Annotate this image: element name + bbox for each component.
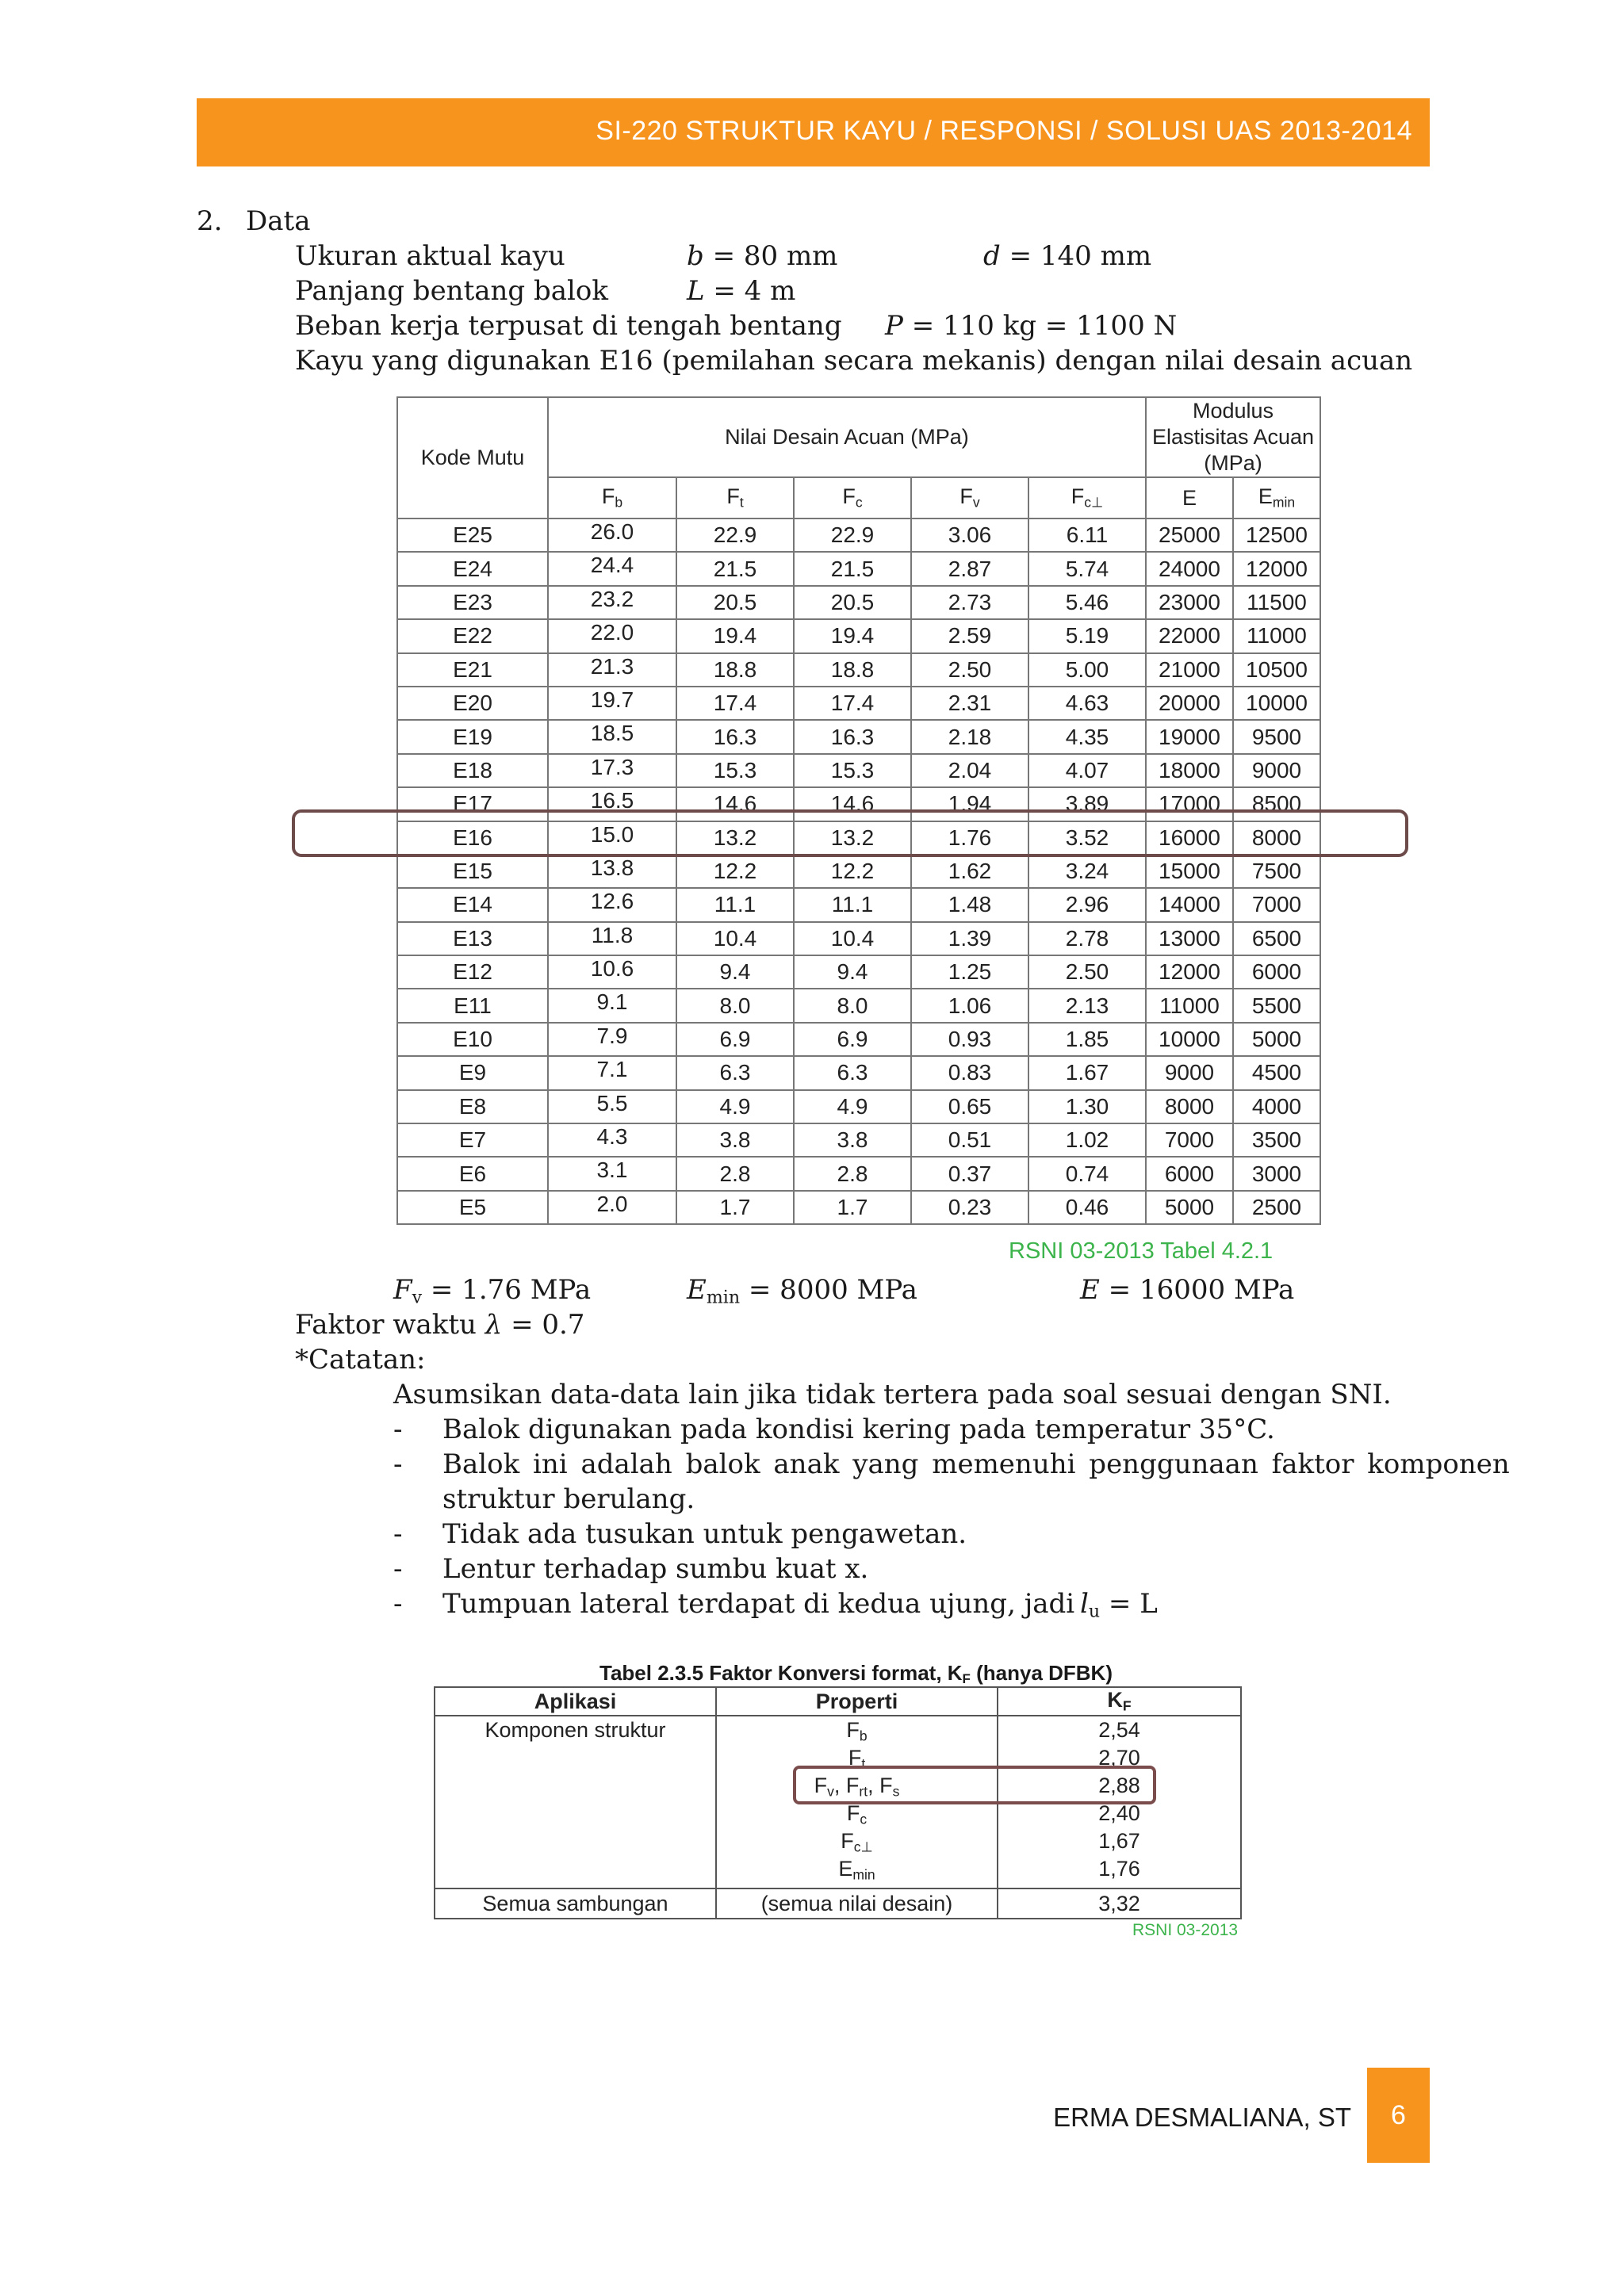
grade-code-cell: E12 bbox=[397, 955, 548, 989]
value-cell: 2.73 bbox=[911, 586, 1028, 619]
value-cell: 3.8 bbox=[794, 1123, 911, 1157]
grade-code-cell: E5 bbox=[397, 1191, 548, 1224]
value-cell: 18000 bbox=[1146, 754, 1233, 787]
conv-property: $F_c$ bbox=[846, 1801, 868, 1827]
table-row bbox=[397, 720, 1320, 753]
page-header bbox=[197, 98, 1430, 166]
conv-group2-prop: (semua nilai desain) bbox=[716, 1888, 998, 1919]
section-number: 2. bbox=[197, 205, 223, 237]
grade-code-cell: E9 bbox=[397, 1056, 548, 1089]
value-cell: 5500 bbox=[1233, 989, 1320, 1022]
value-cell: 0.51 bbox=[911, 1123, 1028, 1157]
value-cell: 7.9 bbox=[548, 1023, 676, 1056]
value-cell: 0.74 bbox=[1028, 1157, 1146, 1190]
P-equation: P = 110 kg = 1100 N bbox=[885, 310, 1178, 342]
value-cell: 0.93 bbox=[911, 1023, 1028, 1056]
value-cell: 10500 bbox=[1233, 653, 1320, 687]
value-cell: 3.06 bbox=[911, 519, 1028, 552]
conv-property: $F_{c\perp}$ bbox=[841, 1829, 873, 1855]
value-cell: 21000 bbox=[1146, 653, 1233, 687]
value-cell: 12.2 bbox=[676, 855, 794, 888]
conv-group2-kf: 3,32 bbox=[998, 1888, 1241, 1919]
value-cell: 9.4 bbox=[676, 955, 794, 989]
value-cell: 24.4 bbox=[548, 552, 676, 585]
value-cell: 0.23 bbox=[911, 1191, 1028, 1224]
value-cell: 15.3 bbox=[676, 754, 794, 787]
conv-kf-value: 2,54 bbox=[1098, 1718, 1140, 1742]
value-cell: 16.5 bbox=[548, 787, 676, 821]
value-cell: 19000 bbox=[1146, 720, 1233, 753]
table-row bbox=[397, 653, 1320, 687]
value-cell: 17.4 bbox=[676, 687, 794, 720]
value-cell: 11500 bbox=[1233, 586, 1320, 619]
value-cell: 2.13 bbox=[1028, 989, 1146, 1022]
value-cell: 3.24 bbox=[1028, 855, 1146, 888]
grade-code-cell: E21 bbox=[397, 653, 548, 687]
value-cell: 24000 bbox=[1146, 552, 1233, 585]
value-cell: 5.00 bbox=[1028, 653, 1146, 687]
table-row bbox=[397, 1056, 1320, 1089]
note-dash: - bbox=[393, 1448, 403, 1480]
table-row bbox=[397, 955, 1320, 989]
conv-kf-value: 2,70 bbox=[1098, 1746, 1140, 1770]
table-row bbox=[397, 519, 1320, 552]
value-cell: 8500 bbox=[1233, 787, 1320, 821]
value-cell: 4.07 bbox=[1028, 754, 1146, 787]
value-cell: 9.4 bbox=[794, 955, 911, 989]
column-header: $F_v$ bbox=[911, 477, 1028, 519]
value-cell: 11000 bbox=[1233, 619, 1320, 652]
table-row bbox=[397, 552, 1320, 585]
value-cell: 1.06 bbox=[911, 989, 1028, 1022]
table-row bbox=[397, 619, 1320, 652]
value-cell: 0.46 bbox=[1028, 1191, 1146, 1224]
value-cell: 0.37 bbox=[911, 1157, 1028, 1190]
value-cell: 7000 bbox=[1146, 1123, 1233, 1157]
notes-intro: Asumsikan data-data lain jika tidak tertera pada soal sesuai dengan SNI. bbox=[393, 1379, 1392, 1410]
value-cell: 2.8 bbox=[676, 1157, 794, 1190]
value-cell: 5.74 bbox=[1028, 552, 1146, 585]
value-cell: 15.3 bbox=[794, 754, 911, 787]
value-cell: 21.5 bbox=[794, 552, 911, 585]
column-header: $F_t$ bbox=[676, 477, 794, 519]
conv-property: $F_t$ bbox=[848, 1746, 866, 1772]
note-item-cont: struktur berulang. bbox=[442, 1483, 695, 1515]
grade-code-cell: E22 bbox=[397, 619, 548, 652]
lu-equation: $l_u = L$ bbox=[1080, 1588, 1158, 1622]
conv-kf-value: 2,88 bbox=[1098, 1774, 1140, 1797]
note-item: Lentur terhadap sumbu kuat x. bbox=[442, 1553, 869, 1585]
value-cell: 10000 bbox=[1146, 1023, 1233, 1056]
value-cell: 2.8 bbox=[794, 1157, 911, 1190]
value-cell: 1.62 bbox=[911, 855, 1028, 888]
table-row bbox=[397, 1090, 1320, 1123]
grade-code-cell: E13 bbox=[397, 922, 548, 955]
value-cell: 22.0 bbox=[548, 619, 676, 652]
value-cell: 10.4 bbox=[794, 922, 911, 955]
value-cell: 5.5 bbox=[548, 1090, 676, 1123]
note-dash: - bbox=[393, 1588, 403, 1620]
conv-header-aplikasi: Aplikasi bbox=[435, 1687, 716, 1716]
value-cell: 21.3 bbox=[548, 653, 676, 687]
value-cell: 6.11 bbox=[1028, 519, 1146, 552]
value-cell: 16000 bbox=[1146, 821, 1233, 855]
conv-group2: Semua sambungan bbox=[435, 1888, 716, 1919]
grade-code-cell: E23 bbox=[397, 586, 548, 619]
column-header: $F_{c\perp}$ bbox=[1028, 477, 1146, 519]
grade-code-cell: E14 bbox=[397, 888, 548, 921]
value-cell: 14.6 bbox=[676, 787, 794, 821]
column-header: $F_b$ bbox=[548, 477, 676, 519]
grade-code-cell: E11 bbox=[397, 989, 548, 1022]
value-cell: 8.0 bbox=[794, 989, 911, 1022]
value-cell: 11.8 bbox=[548, 922, 676, 955]
value-cell: 6.3 bbox=[676, 1056, 794, 1089]
grade-code-cell: E24 bbox=[397, 552, 548, 585]
grade-code-cell: E18 bbox=[397, 754, 548, 787]
value-cell: 4.63 bbox=[1028, 687, 1146, 720]
note-dash: - bbox=[393, 1518, 403, 1550]
value-cell: 0.65 bbox=[911, 1090, 1028, 1123]
highlight-fv-row bbox=[793, 1766, 1156, 1804]
value-cell: 13.8 bbox=[548, 855, 676, 888]
table-row bbox=[397, 989, 1320, 1022]
value-cell: 2.18 bbox=[911, 720, 1028, 753]
d-equation: d = 140 mm bbox=[983, 240, 1152, 272]
value-cell: 17.3 bbox=[548, 754, 676, 787]
value-cell: 9.1 bbox=[548, 989, 676, 1022]
value-cell: 4.9 bbox=[794, 1090, 911, 1123]
header-modulus: Modulus Elastisitas Acuan (MPa) bbox=[1146, 397, 1320, 477]
value-cell: 1.7 bbox=[794, 1191, 911, 1224]
value-cell: 23.2 bbox=[548, 586, 676, 619]
value-cell: 14000 bbox=[1146, 888, 1233, 921]
fv-equation: $F_v = 1.76$ MPa bbox=[393, 1274, 592, 1308]
value-cell: 19.4 bbox=[676, 619, 794, 652]
value-cell: 4500 bbox=[1233, 1056, 1320, 1089]
value-cell: 7500 bbox=[1233, 855, 1320, 888]
value-cell: 2.31 bbox=[911, 687, 1028, 720]
table-row bbox=[397, 1023, 1320, 1056]
value-cell: 20.5 bbox=[794, 586, 911, 619]
value-cell: 22000 bbox=[1146, 619, 1233, 652]
value-cell: 8.0 bbox=[676, 989, 794, 1022]
value-cell: 6500 bbox=[1233, 922, 1320, 955]
value-cell: 10.6 bbox=[548, 955, 676, 989]
value-cell: 9000 bbox=[1233, 754, 1320, 787]
value-cell: 2.50 bbox=[1028, 955, 1146, 989]
value-cell: 1.48 bbox=[911, 888, 1028, 921]
table-row bbox=[397, 855, 1320, 888]
value-cell: 19.7 bbox=[548, 687, 676, 720]
conv-group1: Komponen struktur bbox=[435, 1716, 716, 1888]
value-cell: 3.52 bbox=[1028, 821, 1146, 855]
conv-kf-value: 1,76 bbox=[1098, 1857, 1140, 1881]
grade-code-cell: E19 bbox=[397, 720, 548, 753]
value-cell: 12.6 bbox=[548, 888, 676, 921]
header-title: SI-220 STRUKTUR KAYU / RESPONSI / SOLUSI UAS 2013-2014 bbox=[596, 116, 1412, 146]
value-cell: 11.1 bbox=[794, 888, 911, 921]
value-cell: 6.9 bbox=[676, 1023, 794, 1056]
value-cell: 21.5 bbox=[676, 552, 794, 585]
conv-source: RSNI 03-2013 bbox=[1132, 1921, 1239, 1939]
value-cell: 3.89 bbox=[1028, 787, 1146, 821]
section-title: Data bbox=[246, 205, 311, 237]
value-cell: 2.04 bbox=[911, 754, 1028, 787]
header-kode-mutu: Kode Mutu bbox=[397, 397, 548, 519]
value-cell: 0.83 bbox=[911, 1056, 1028, 1089]
value-cell: 1.76 bbox=[911, 821, 1028, 855]
highlight-e16-row bbox=[292, 809, 1408, 857]
value-cell: 4.35 bbox=[1028, 720, 1146, 753]
column-header: $F_c$ bbox=[794, 477, 911, 519]
value-cell: 11000 bbox=[1146, 989, 1233, 1022]
value-cell: 1.39 bbox=[911, 922, 1028, 955]
table-row bbox=[397, 888, 1320, 921]
value-cell: 7.1 bbox=[548, 1056, 676, 1089]
value-cell: 5000 bbox=[1233, 1023, 1320, 1056]
value-cell: 16.3 bbox=[676, 720, 794, 753]
value-cell: 3000 bbox=[1233, 1157, 1320, 1190]
value-cell: 8000 bbox=[1233, 821, 1320, 855]
value-cell: 18.8 bbox=[676, 653, 794, 687]
grade-code-cell: E20 bbox=[397, 687, 548, 720]
value-cell: 4.3 bbox=[548, 1123, 676, 1157]
value-cell: 12000 bbox=[1146, 955, 1233, 989]
value-cell: 20.5 bbox=[676, 586, 794, 619]
note-item: Tumpuan lateral terdapat di kedua ujung, jadi bbox=[442, 1588, 1075, 1620]
conv-header-kf: $K_F$ bbox=[998, 1687, 1241, 1716]
catatan-label: *Catatan: bbox=[295, 1344, 426, 1376]
conv-property: $F_v$, $F_{rt}$, $F_s$ bbox=[814, 1774, 900, 1800]
value-cell: 5000 bbox=[1146, 1191, 1233, 1224]
grade-code-cell: E8 bbox=[397, 1090, 548, 1123]
grade-code-cell: E16 bbox=[397, 821, 548, 855]
value-cell: 4.9 bbox=[676, 1090, 794, 1123]
panjang-label: Panjang bentang balok bbox=[295, 275, 608, 307]
conversion-table-title: Tabel 2.3.5 Faktor Konversi format, $K_F$ (hanya DFBK) bbox=[599, 1661, 1113, 1687]
value-cell: 2.96 bbox=[1028, 888, 1146, 921]
kayu-text: Kayu yang digunakan E16 (pemilahan secara mekanis) dengan nilai desain acuan bbox=[295, 345, 1413, 377]
note-item: Balok ini adalah balok anak yang memenuhi penggunaan faktor komponen bbox=[442, 1448, 1510, 1480]
value-cell: 23000 bbox=[1146, 586, 1233, 619]
table-row bbox=[397, 922, 1320, 955]
column-header: E bbox=[1146, 477, 1233, 519]
header-nilai-desain: Nilai Desain Acuan (MPa) bbox=[548, 397, 1146, 477]
value-cell: 26.0 bbox=[548, 519, 676, 552]
value-cell: 13.2 bbox=[794, 821, 911, 855]
conv-property: $F_b$ bbox=[846, 1718, 868, 1744]
value-cell: 20000 bbox=[1146, 687, 1233, 720]
value-cell: 3500 bbox=[1233, 1123, 1320, 1157]
table-row bbox=[397, 586, 1320, 619]
grade-code-cell: E15 bbox=[397, 855, 548, 888]
value-cell: 25000 bbox=[1146, 519, 1233, 552]
b-equation: b = 80 mm bbox=[687, 240, 838, 272]
note-dash: - bbox=[393, 1414, 403, 1445]
value-cell: 5.46 bbox=[1028, 586, 1146, 619]
value-cell: 9000 bbox=[1146, 1056, 1233, 1089]
value-cell: 2.50 bbox=[911, 653, 1028, 687]
value-cell: 1.25 bbox=[911, 955, 1028, 989]
footer-author: ERMA DESMALIANA, ST bbox=[1053, 2103, 1351, 2132]
table-row bbox=[397, 687, 1320, 720]
value-cell: 19.4 bbox=[794, 619, 911, 652]
grade-code-cell: E25 bbox=[397, 519, 548, 552]
ukuran-label: Ukuran aktual kayu bbox=[295, 240, 565, 272]
value-cell: 15.0 bbox=[548, 821, 676, 855]
value-cell: 2.78 bbox=[1028, 922, 1146, 955]
note-item: Tidak ada tusukan untuk pengawetan. bbox=[442, 1518, 967, 1550]
conv-header-properti: Properti bbox=[716, 1687, 998, 1716]
note-dash: - bbox=[393, 1553, 403, 1585]
e-equation: E = 16000 MPa bbox=[1080, 1274, 1295, 1306]
conv-kf-value: 1,67 bbox=[1098, 1829, 1140, 1853]
value-cell: 5.19 bbox=[1028, 619, 1146, 652]
value-cell: 1.30 bbox=[1028, 1090, 1146, 1123]
grade-code-cell: E7 bbox=[397, 1123, 548, 1157]
value-cell: 2.87 bbox=[911, 552, 1028, 585]
value-cell: 3.8 bbox=[676, 1123, 794, 1157]
value-cell: 1.7 bbox=[676, 1191, 794, 1224]
grade-code-cell: E10 bbox=[397, 1023, 548, 1056]
value-cell: 1.94 bbox=[911, 787, 1028, 821]
value-cell: 22.9 bbox=[676, 519, 794, 552]
value-cell: 4000 bbox=[1233, 1090, 1320, 1123]
value-cell: 11.1 bbox=[676, 888, 794, 921]
table-row bbox=[397, 1191, 1320, 1224]
value-cell: 8000 bbox=[1146, 1090, 1233, 1123]
value-cell: 6.3 bbox=[794, 1056, 911, 1089]
value-cell: 13.2 bbox=[676, 821, 794, 855]
value-cell: 6.9 bbox=[794, 1023, 911, 1056]
value-cell: 10000 bbox=[1233, 687, 1320, 720]
value-cell: 22.9 bbox=[794, 519, 911, 552]
value-cell: 7000 bbox=[1233, 888, 1320, 921]
table-row bbox=[397, 1123, 1320, 1157]
value-cell: 12000 bbox=[1233, 552, 1320, 585]
value-cell: 12500 bbox=[1233, 519, 1320, 552]
value-cell: 3.1 bbox=[548, 1157, 676, 1190]
grade-code-cell: E6 bbox=[397, 1157, 548, 1190]
value-cell: 1.02 bbox=[1028, 1123, 1146, 1157]
column-header: $E_{min}$ bbox=[1233, 477, 1320, 519]
grade-code-cell: E17 bbox=[397, 787, 548, 821]
faktor-waktu: Faktor waktu λ = 0.7 bbox=[295, 1309, 585, 1341]
value-cell: 17000 bbox=[1146, 787, 1233, 821]
value-cell: 2500 bbox=[1233, 1191, 1320, 1224]
value-cell: 17.4 bbox=[794, 687, 911, 720]
value-cell: 10.4 bbox=[676, 922, 794, 955]
value-cell: 1.85 bbox=[1028, 1023, 1146, 1056]
value-cell: 14.6 bbox=[794, 787, 911, 821]
L-equation: L = 4 m bbox=[687, 275, 796, 307]
emin-equation: $E_{min} = 8000$ MPa bbox=[687, 1274, 917, 1308]
table-source: RSNI 03-2013 Tabel 4.2.1 bbox=[1009, 1238, 1274, 1264]
value-cell: 18.5 bbox=[548, 720, 676, 753]
value-cell: 2.0 bbox=[548, 1191, 676, 1224]
value-cell: 9500 bbox=[1233, 720, 1320, 753]
value-cell: 18.8 bbox=[794, 653, 911, 687]
value-cell: 13000 bbox=[1146, 922, 1233, 955]
table-row bbox=[397, 754, 1320, 787]
conv-property: $E_{min}$ bbox=[838, 1857, 875, 1883]
beban-label: Beban kerja terpusat di tengah bentang bbox=[295, 310, 842, 342]
value-cell: 1.67 bbox=[1028, 1056, 1146, 1089]
value-cell: 12.2 bbox=[794, 855, 911, 888]
value-cell: 6000 bbox=[1233, 955, 1320, 989]
value-cell: 15000 bbox=[1146, 855, 1233, 888]
page-number: 6 bbox=[1367, 2068, 1430, 2163]
value-cell: 6000 bbox=[1146, 1157, 1233, 1190]
conv-kf-value: 2,40 bbox=[1098, 1801, 1140, 1825]
value-cell: 16.3 bbox=[794, 720, 911, 753]
note-item: Balok digunakan pada kondisi kering pada temperatur 35°C. bbox=[442, 1414, 1275, 1445]
value-cell: 2.59 bbox=[911, 619, 1028, 652]
table-row bbox=[397, 1157, 1320, 1190]
